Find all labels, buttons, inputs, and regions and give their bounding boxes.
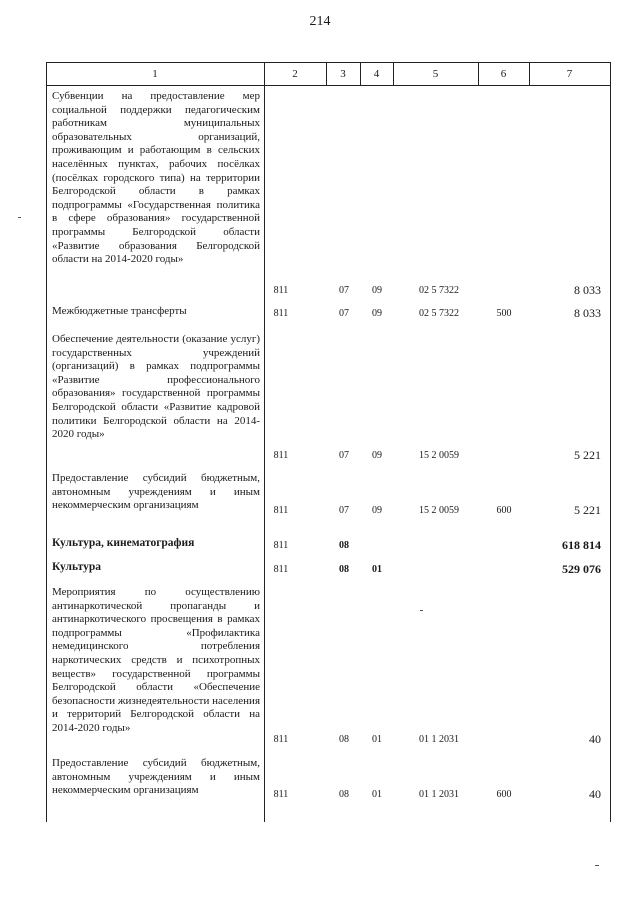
row-code: 811 <box>273 505 289 516</box>
header-col-3: 3 <box>340 68 346 80</box>
row-subsection: 09 <box>372 505 382 516</box>
header-col-4: 4 <box>373 68 380 80</box>
row-description: Предоставление субсидий бюджетным, автономным учреждениям и иным некоммерческим организациям <box>52 757 260 797</box>
row-amount: 40 <box>589 787 601 801</box>
row-description: Мероприятия по осуществлению антинаркотической пропаганды и антинаркотического просвещения в рамках подпрограммы «Профилактика немедицинского потребления наркотических средств и психотропных веществ» государственной программы Белгородской области «Обеспечение безопасности жизнедеятельности населения и территорий Белгородской области на 2014-2020 годы» <box>52 586 260 734</box>
scan-speck <box>595 865 599 866</box>
row-section: 08 <box>339 734 349 745</box>
row-description: Субвенции на предоставление мер социальной поддержки педагогическим работникам муниципальных образовательных организаций, проживающим и работающим в сельских населённых пунктах, рабочих посёлках (посёлках городского типа) на территории Белгородской области в рамках подпрограммы «Государственная политика в сфере образования» государственной программы Белгородской области «Развитие образования Белгородской области на 2014-2020 годы» <box>52 90 260 266</box>
row-target-article: 15 2 0059 <box>419 450 459 461</box>
header-col-1: 1 <box>152 68 158 80</box>
row-code: 811 <box>273 734 289 745</box>
scan-speck <box>18 217 21 218</box>
row-code: 811 <box>273 564 289 575</box>
row-subsection: 01 <box>372 789 382 800</box>
row-subsection: 09 <box>372 308 382 319</box>
row-description: Предоставление субсидий бюджетным, автономным учреждениям и иным некоммерческим организациям <box>52 472 260 512</box>
row-amount: 5 221 <box>574 448 601 462</box>
row-amount: 5 221 <box>574 503 601 517</box>
row-code: 811 <box>273 450 289 461</box>
column-divider <box>264 62 265 822</box>
table-top-border <box>46 62 611 63</box>
row-subsection: 09 <box>372 285 382 296</box>
row-description: Обеспечение деятельности (оказание услуг) государственных учреждений (организаций) в рамках подпрограммы «Развитие профессионального образования» государственной программы Белгородской области «Развитие кадровой политики Белгородской области на 2014-2020 годы» <box>52 333 260 441</box>
row-target-article: 02 5 7322 <box>419 285 459 296</box>
row-code: 811 <box>273 308 289 319</box>
row-subsection: 01 <box>372 734 382 745</box>
row-code: 811 <box>273 789 289 800</box>
row-section: 07 <box>339 450 349 461</box>
row-subsection: 09 <box>372 450 382 461</box>
row-description: Межбюджетные трансферты <box>52 305 187 317</box>
row-code: 811 <box>273 540 289 551</box>
table-right-border <box>610 62 611 822</box>
row-section: 07 <box>339 285 349 296</box>
row-code: 811 <box>273 285 289 296</box>
table-left-border <box>46 62 47 822</box>
row-expense-type: 600 <box>496 789 512 800</box>
row-section: 08 <box>339 564 349 575</box>
page-number: 214 <box>309 14 331 29</box>
row-target-article: 02 5 7322 <box>419 308 459 319</box>
row-amount: 618 814 <box>562 538 601 552</box>
row-expense-type: 500 <box>496 308 512 319</box>
header-col-2: 2 <box>292 68 298 80</box>
row-amount: 529 076 <box>562 562 601 576</box>
row-section: 08 <box>339 540 349 551</box>
row-description: Культура <box>52 561 102 573</box>
header-col-6: 6 <box>500 68 507 80</box>
row-target-article: 01 1 2031 <box>419 734 459 745</box>
row-section: 07 <box>339 505 349 516</box>
row-target-article: 01 1 2031 <box>419 789 459 800</box>
row-expense-type: 600 <box>496 505 512 516</box>
header-col-5: 5 <box>432 68 439 80</box>
header-bottom-border <box>46 85 611 86</box>
row-section: 08 <box>339 789 349 800</box>
row-section: 07 <box>339 308 349 319</box>
row-subsection: 01 <box>372 564 382 575</box>
row-amount: 40 <box>589 732 601 746</box>
header-col-7: 7 <box>566 68 573 80</box>
row-target-article: 15 2 0059 <box>419 505 459 516</box>
scan-speck <box>420 610 423 611</box>
row-amount: 8 033 <box>574 283 601 297</box>
row-description: Культура, кинематография <box>52 537 195 549</box>
row-amount: 8 033 <box>574 306 601 320</box>
